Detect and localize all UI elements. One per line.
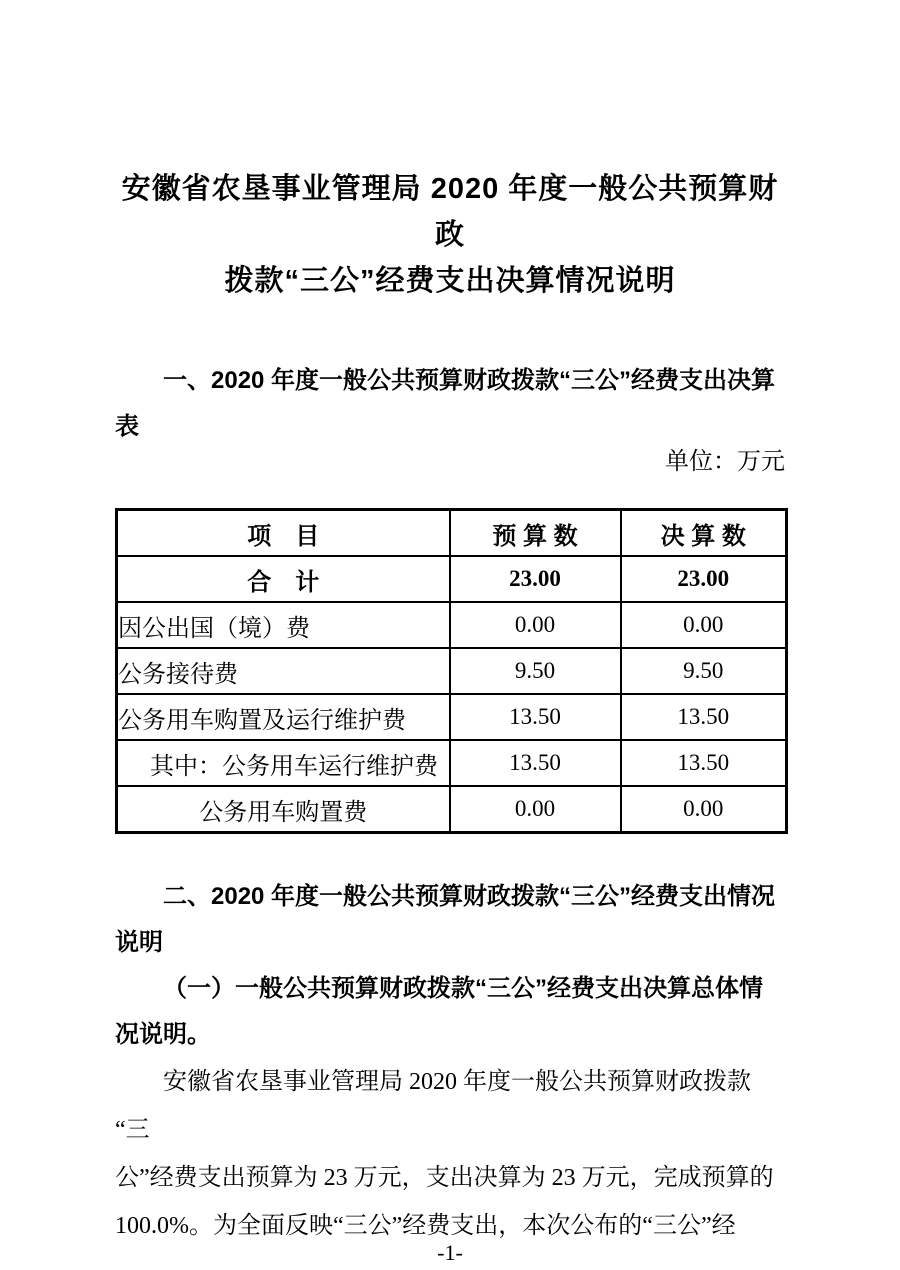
row-final-value: 0.00 [621, 602, 787, 648]
section-one-heading: 一、2020 年度一般公共预算财政拨款“三公”经费支出决算 表 [115, 367, 776, 440]
row-final-value: 13.50 [621, 740, 787, 786]
body-paragraph: 安徽省农垦事业管理局 2020 年度一般公共预算财政拨款“三 公”经费支出预算为 23 万元，支出决算为 23 万元，完成预算的 100.0%。为全面反映“三公”经费支出，本次公布的“三公”经 [115, 1069, 774, 1239]
row-item-label: 因公出国（境）费 [117, 602, 450, 648]
table-row-vehicle-operation [117, 740, 787, 786]
row-final-value: 23.00 [621, 556, 787, 602]
row-item-label: 公务接待费 [117, 648, 450, 694]
row-budget-value: 23.00 [450, 556, 621, 602]
row-budget-value: 0.00 [450, 786, 621, 833]
row-final-value: 0.00 [621, 786, 787, 833]
table-header-row [117, 510, 787, 557]
table-row-abroad [117, 602, 787, 648]
section-two-heading: 二、2020 年度一般公共预算财政拨款“三公”经费支出情况 说明 [115, 883, 776, 956]
unit-label: 单位：万元 [665, 449, 785, 475]
row-item-label: 合 计 [117, 556, 450, 602]
row-budget-value: 9.50 [450, 648, 621, 694]
row-budget-value: 0.00 [450, 602, 621, 648]
table-row-reception [117, 648, 787, 694]
table-row-vehicle-purchase [117, 786, 787, 833]
section-two-sub-heading: （一）一般公共预算财政拨款“三公”经费支出决算总体情 况说明。 [115, 975, 763, 1048]
row-final-value: 13.50 [621, 694, 787, 740]
column-header-item: 项 目 [117, 510, 450, 557]
document-title: 安徽省农垦事业管理局 2020 年度一般公共预算财政 拨款“三公”经费支出决算情况说明 [121, 173, 779, 297]
column-header-budget: 预 算 数 [450, 510, 621, 557]
row-final-value: 9.50 [621, 648, 787, 694]
row-item-label: 公务用车购置费 [117, 786, 450, 833]
row-item-label: 其中：公务用车运行维护费 [117, 740, 450, 786]
sangong-expenditure-table [115, 508, 788, 834]
row-item-label: 公务用车购置及运行维护费 [117, 694, 450, 740]
page-number: -1- [437, 1240, 463, 1265]
row-budget-value: 13.50 [450, 694, 621, 740]
column-header-final: 决 算 数 [621, 510, 787, 557]
table-row-total [117, 556, 787, 602]
row-budget-value: 13.50 [450, 740, 621, 786]
table-row-vehicle-total [117, 694, 787, 740]
